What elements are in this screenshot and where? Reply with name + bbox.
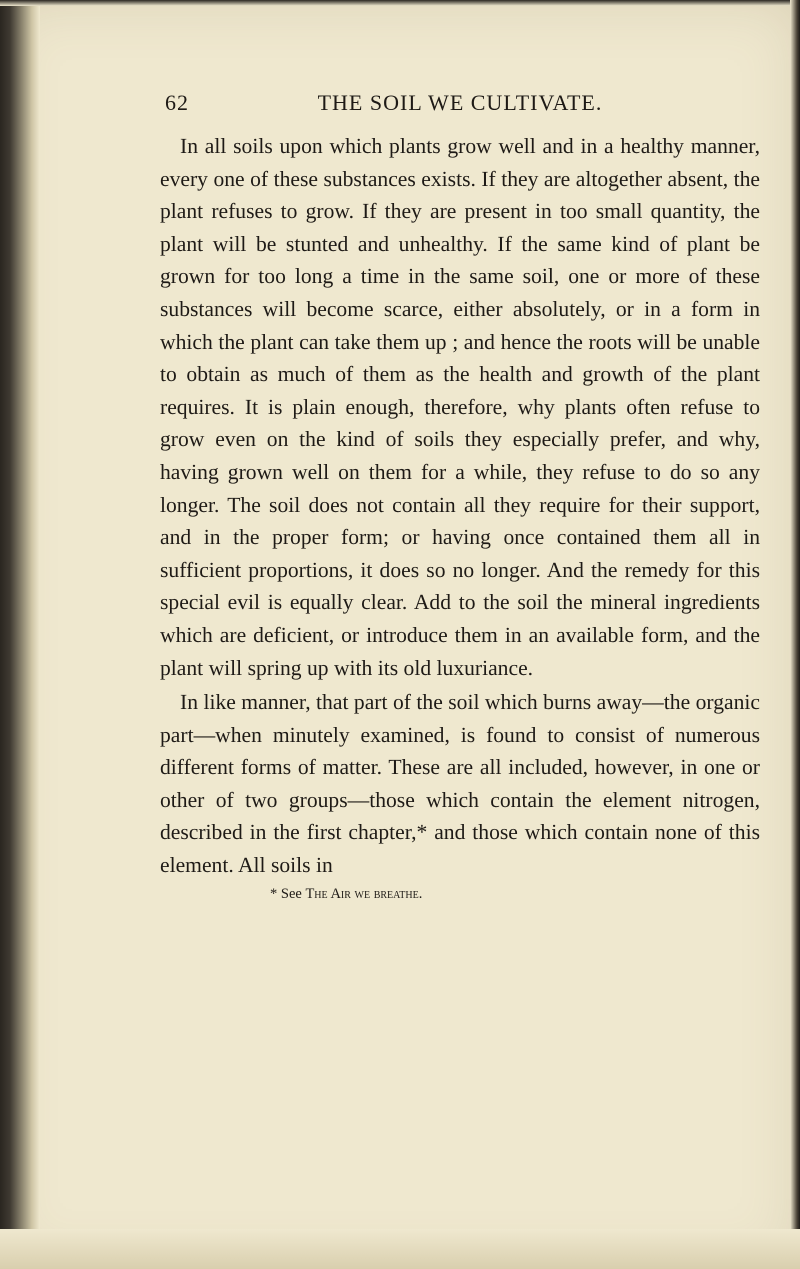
- page-right-edge: [790, 0, 800, 1269]
- page-bottom-margin: [0, 1229, 800, 1269]
- footnote: [160, 884, 760, 904]
- footnote-reference: The Air we breathe.: [305, 885, 423, 902]
- paragraph-2: In like manner, that part of the soil which burns away—the organic part—when minutely examined, is found to consist of numerous different forms of matter. These are all included, however, in one or other of two groups—those which contain the element nitrogen, described in the first chapter,* and those which contain none of this element. All soils in: [160, 690, 760, 878]
- book-spine-shadow: [0, 0, 40, 1269]
- running-title: THE SOIL WE CULTIVATE.: [317, 90, 603, 115]
- footnote-marker: * See: [270, 885, 302, 902]
- page-number: 62: [165, 90, 189, 115]
- paragraph-1: In all soils upon which plants grow well and in a healthy manner, every one of these substances exists. If they are altogether absent, the plant refuses to grow. If they are present in too small quantity, the plant will be stunted and unhealthy. If the same kind of plant be grown for too long a time in the same soil, one or more of these substances will become scarce, either absolutely, or in a form in which the plant can take them up ; and hence the roots will be unable to obtain as much of them as the health and growth of the plant requires. It is plain enough, therefore, why plants often refuse to grow even on the kind of soils they especially prefer, and why, having grown well on them for a while, they refuse to do so any longer. The soil does not contain all they require for their support, and in the proper form; or having once contained them all in sufficient proportions, it does so no longer. And the remedy for this special evil is equally clear. Add to the soil the mineral ingredients which are deficient, or introduce them in an available form, and the plant will spring up with its old luxuriance.: [160, 134, 760, 680]
- page-top-edge: [0, 0, 800, 6]
- running-header: [160, 90, 760, 130]
- text-block: [160, 90, 760, 904]
